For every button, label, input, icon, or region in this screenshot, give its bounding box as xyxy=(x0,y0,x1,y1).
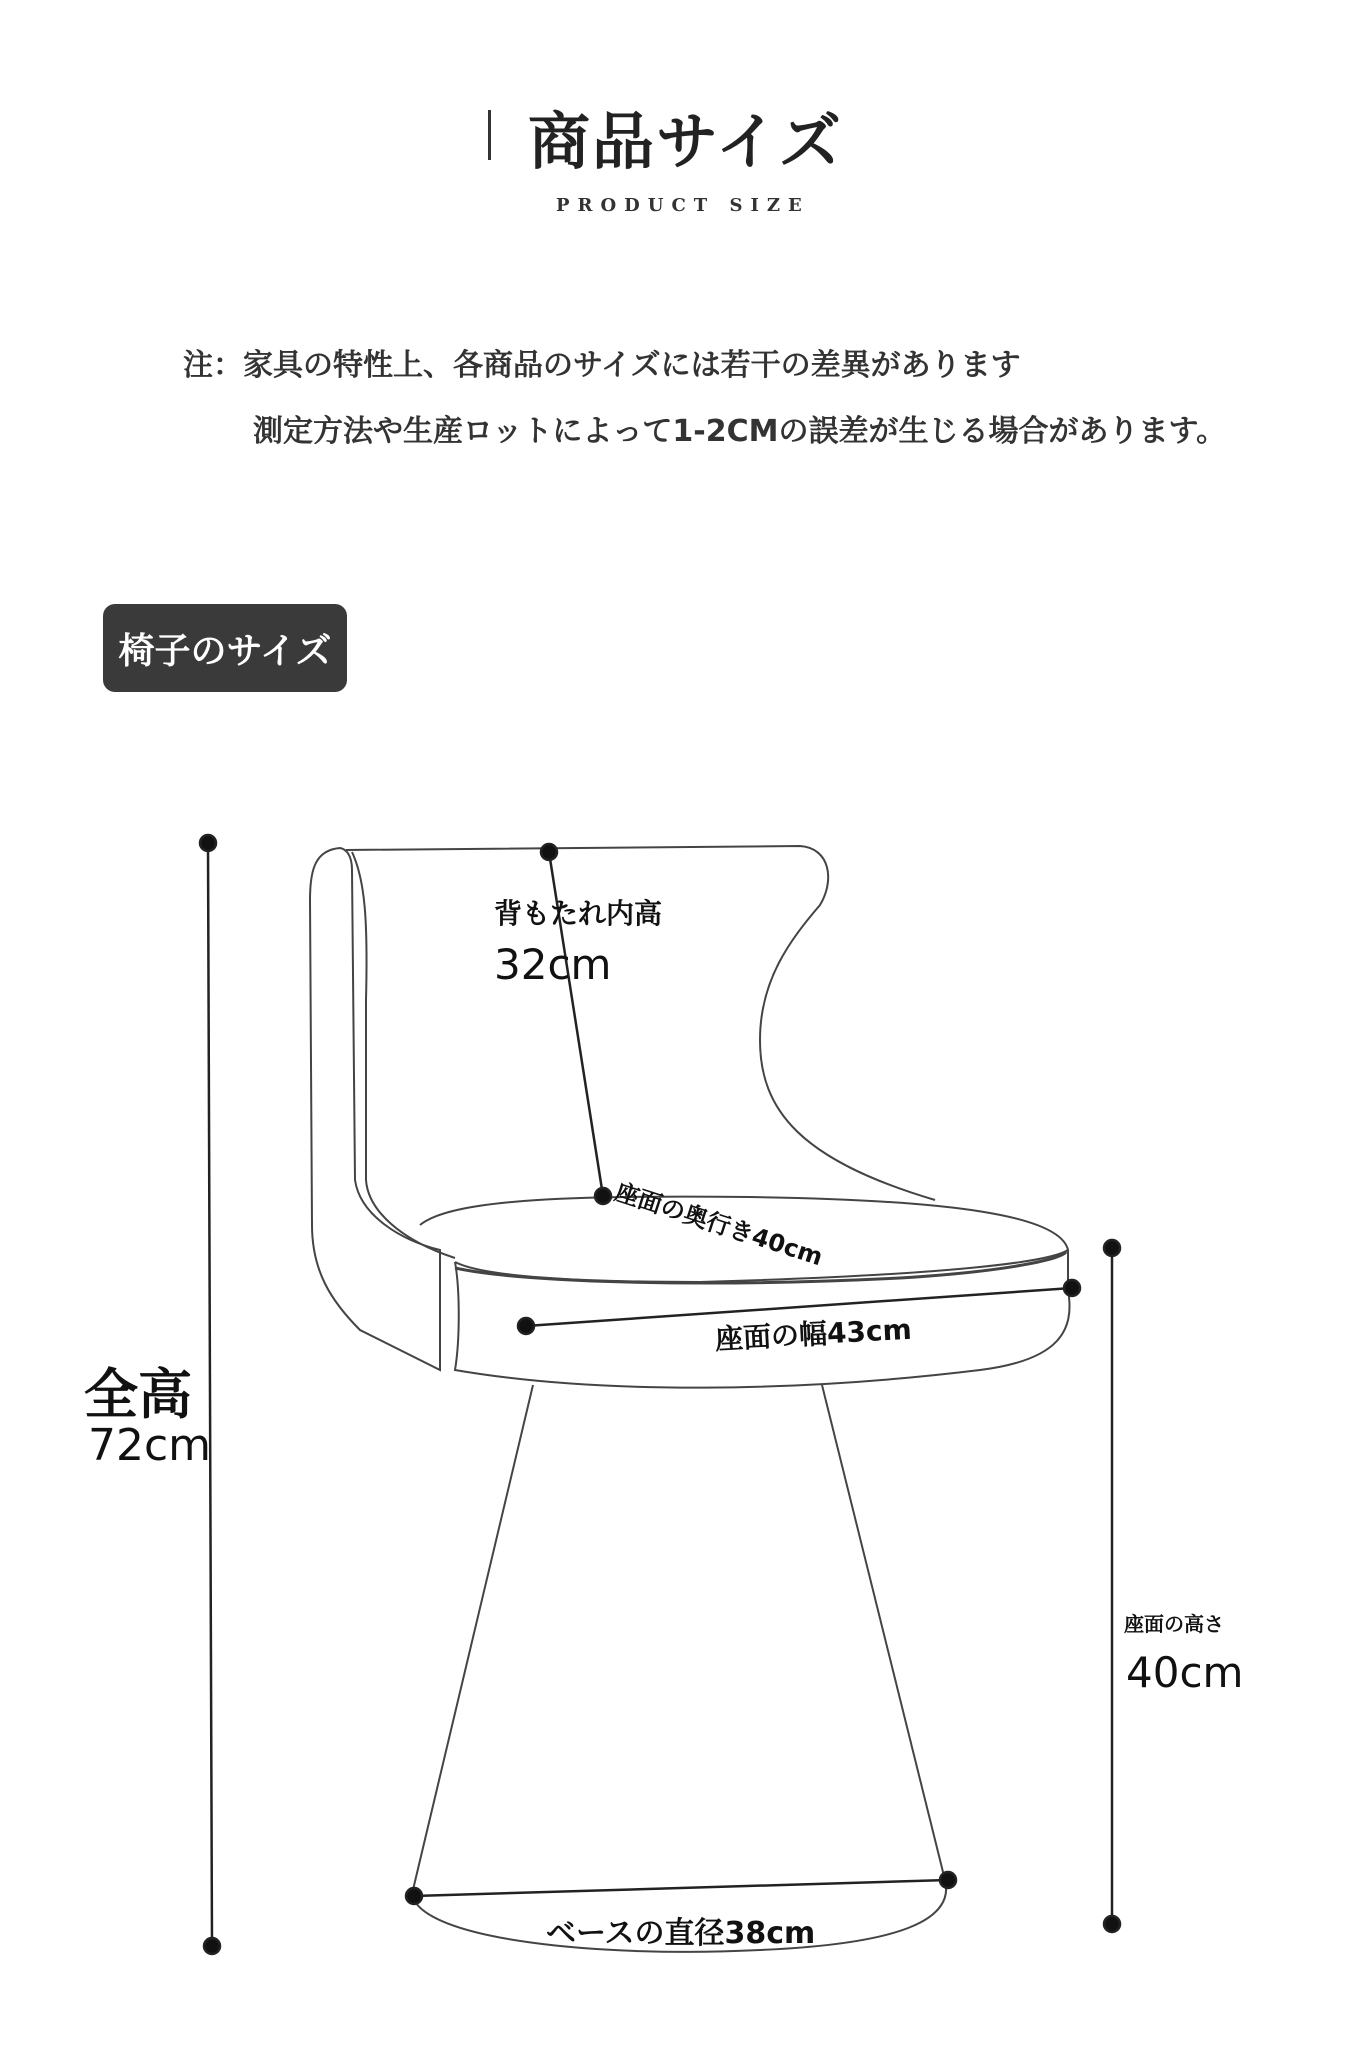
base-diameter-dot-right xyxy=(940,1872,956,1888)
total-height-label: 全高 xyxy=(84,1363,192,1426)
chair-base-right xyxy=(822,1385,945,1880)
seat-height-dot-top xyxy=(1104,1240,1120,1256)
back-height-value: 32cm xyxy=(494,940,612,989)
seat-height-label: 座面の高さ xyxy=(1124,1612,1224,1636)
note-line-2: 測定方法や生産ロットによって1-2CMの誤差が生じる場合があります。 xyxy=(253,414,1227,449)
seat-height-dot-bottom xyxy=(1104,1916,1120,1932)
seat-width-label: 座面の幅43cm xyxy=(714,1312,913,1356)
total-height-dot-top xyxy=(200,835,216,851)
page-subtitle: PRODUCT SIZE xyxy=(556,195,810,216)
seat-height-value: 40cm xyxy=(1126,1648,1244,1697)
base-diameter-label: ベースの直径38cm xyxy=(546,1916,816,1951)
base-diameter-line xyxy=(414,1880,948,1896)
total-height-value: 72cm xyxy=(88,1420,212,1471)
seat-depth-label: 座面の奥行き40cm xyxy=(611,1177,827,1272)
seat-width-dot-left xyxy=(518,1318,534,1334)
section-label-chair-size: 椅子のサイズ xyxy=(103,604,347,692)
total-height-line xyxy=(208,843,212,1946)
chair-backrest-outline xyxy=(310,848,440,1370)
page-title: 商品サイズ xyxy=(528,105,844,178)
note-line-1: 注：家具の特性上、各商品のサイズには若干の差異があります xyxy=(183,348,1021,383)
chair-backrest-piping xyxy=(352,852,455,1258)
back-height-label: 背もたれ内高 xyxy=(494,897,663,930)
chair-base-left xyxy=(412,1385,533,1894)
base-diameter-dot-left xyxy=(406,1888,422,1904)
back-height-dot-top xyxy=(541,844,557,860)
total-height-dot-bottom xyxy=(204,1938,220,1954)
back-height-dot-bottom xyxy=(595,1188,611,1204)
seat-width-dot-right xyxy=(1064,1280,1080,1296)
